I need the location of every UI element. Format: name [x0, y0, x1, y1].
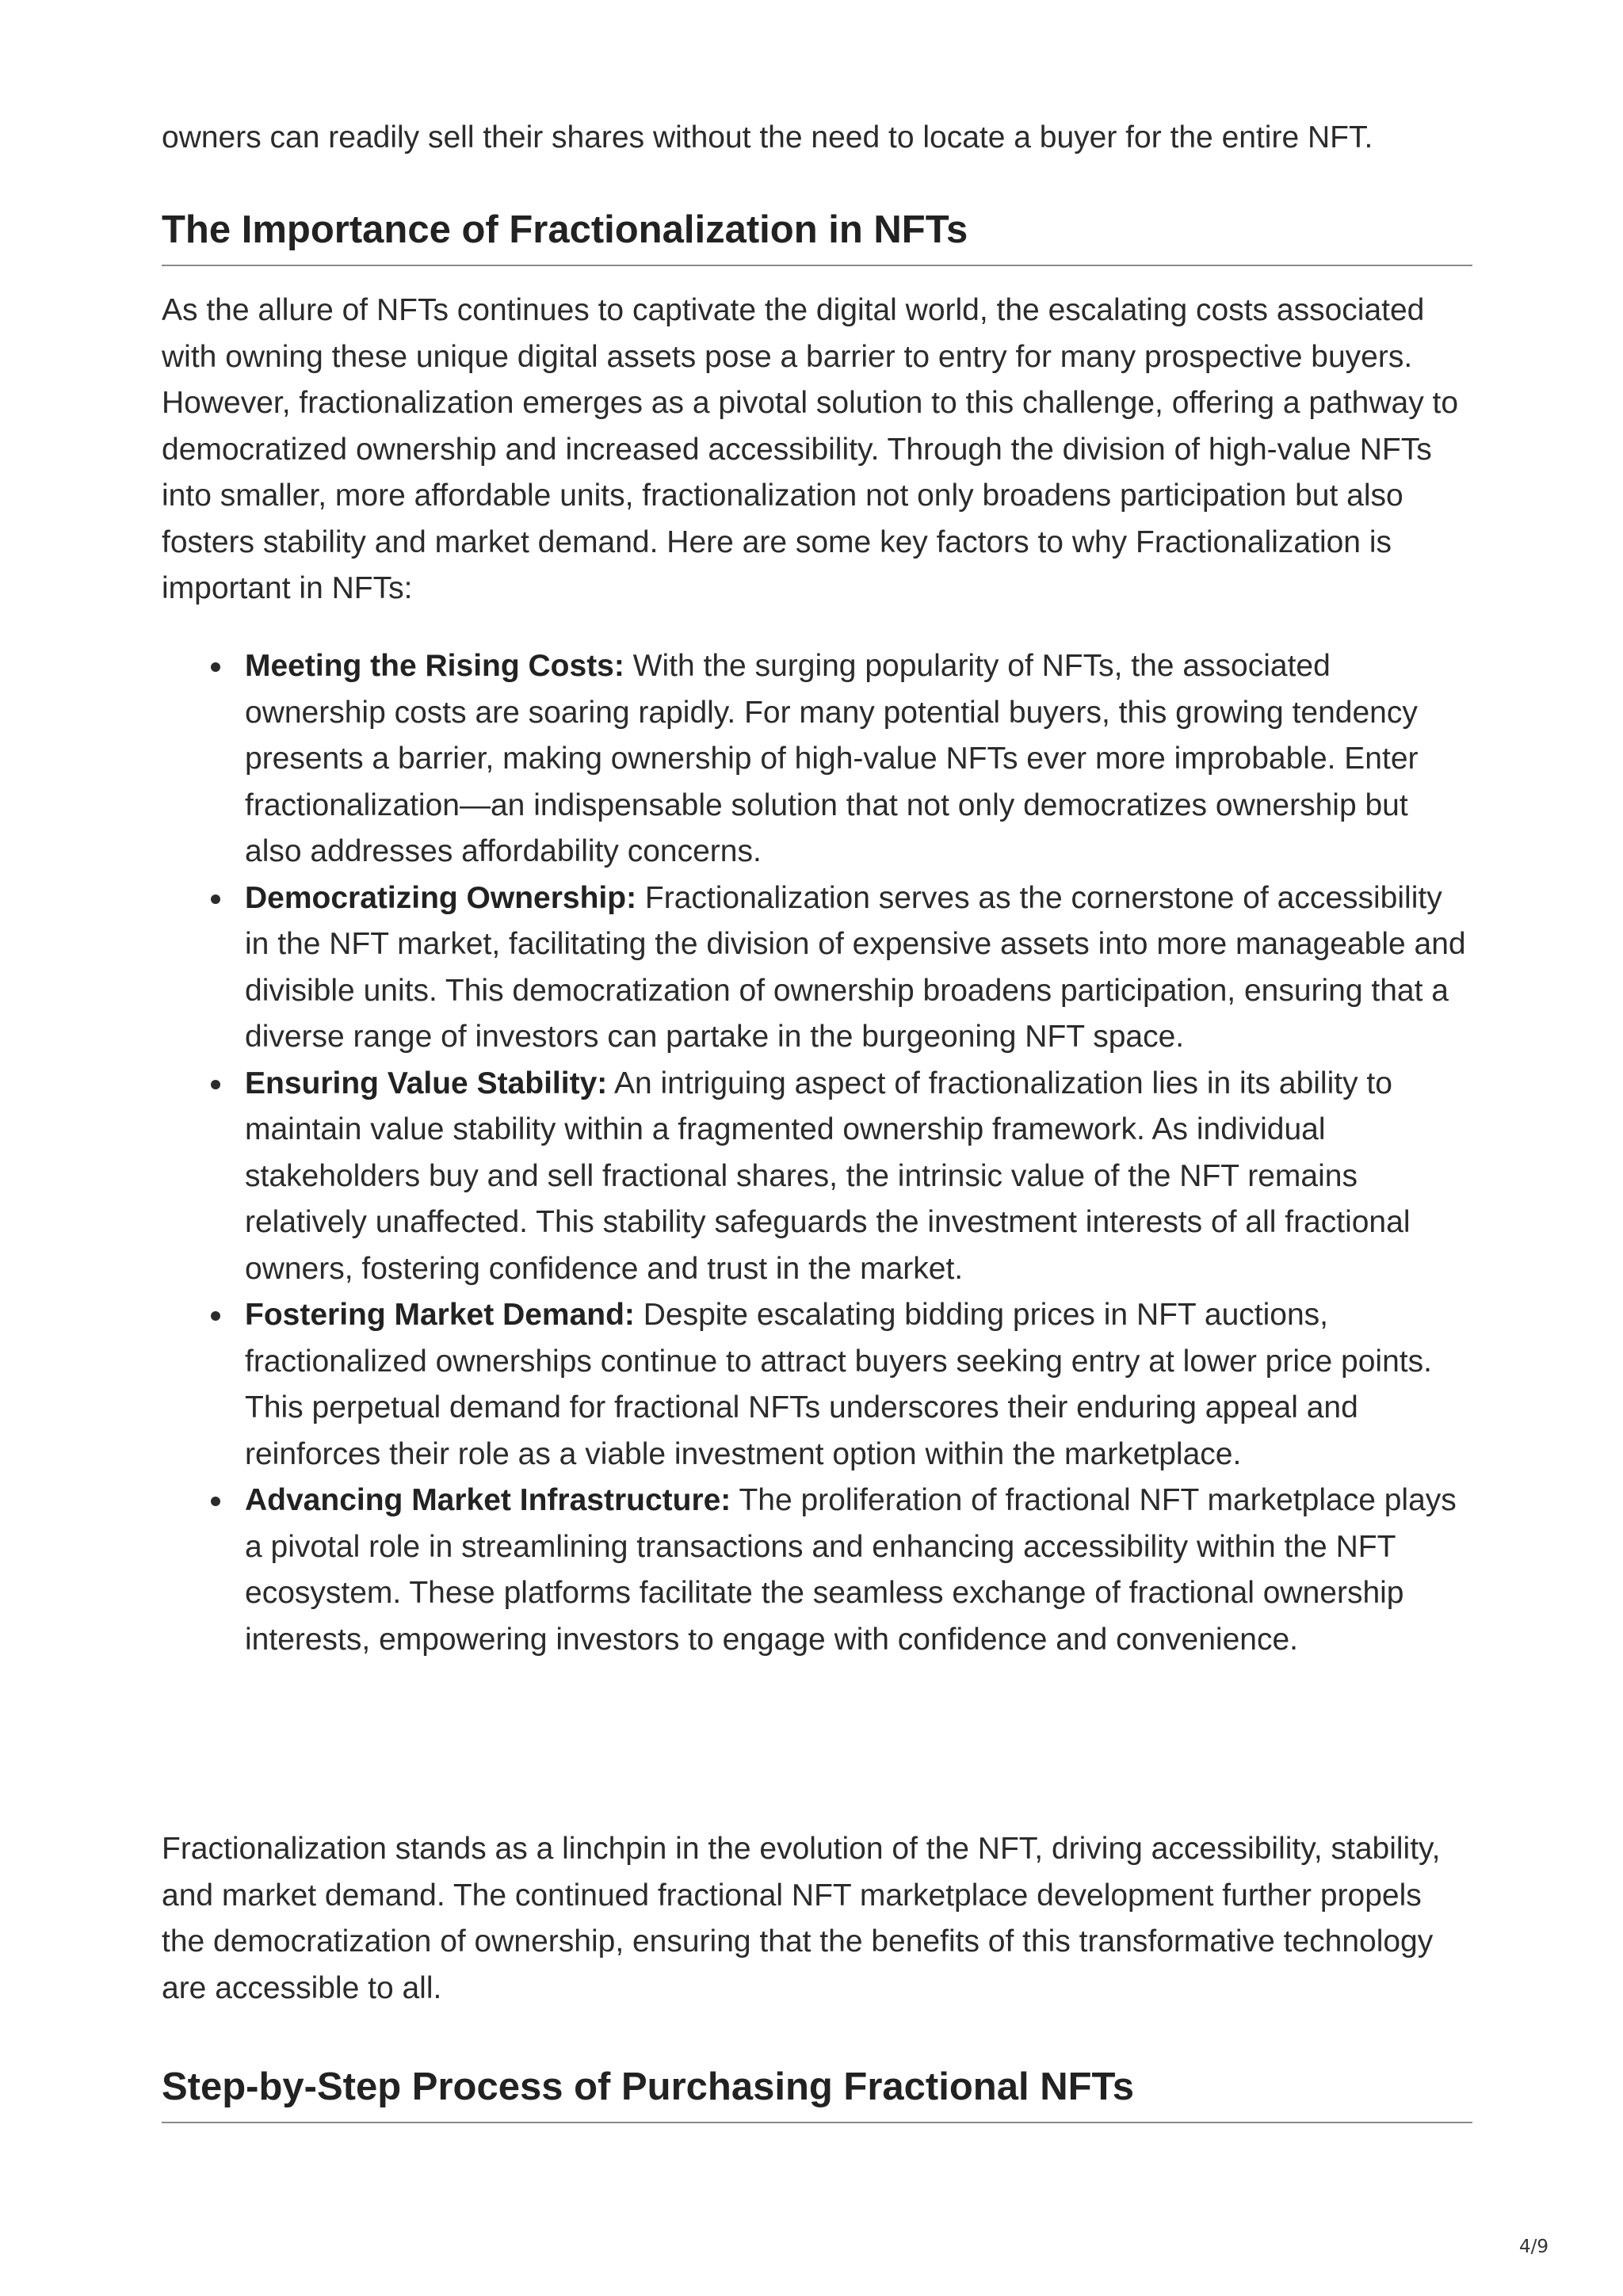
list-item-term: Meeting the Rising Costs: [245, 649, 624, 683]
closing-paragraph: Fractionalization stands as a linchpin in the evolution of the NFT, driving accessibility, stability, and market demand. The continued fractional NFT marketplace development further propels the democratization of ownership, ensuring that the benefits of this transformative technology are accessible to all. [162, 1832, 1441, 2005]
list-item-term: Advancing Market Infrastructure: [245, 1483, 731, 1517]
list-item [162, 643, 1472, 875]
section-heading: The Importance of Fractionalization in NFTs [162, 206, 1472, 266]
list-item [162, 875, 1472, 1061]
list-item-text: Despite escalating bidding prices in NFT auctions, fractionalized ownerships continue to attract buyers seeking entry at lower price points. This perpetual demand for fractional NFTs underscores their enduring appeal and reinforces their role as a viable investment option within the marketplace. [245, 1298, 1432, 1471]
list-item-term: Fostering Market Demand: [245, 1298, 635, 1332]
bullet-icon [211, 1311, 220, 1321]
list-item-text: An intriguing aspect of fractionalization lies in its ability to maintain value stability within a fragmented ownership framework. As individual stakeholders buy and sell fractional shares, the intrinsic value of the NFT remains relatively unaffected. This stability safeguards the investment interests of all fractional owners, fostering confidence and trust in the market. [245, 1066, 1411, 1286]
list-item-text: The proliferation of fractional NFT marketplace plays a pivotal role in streamlining transactions and enhancing accessibility within the NFT ecosystem. These platforms facilitate the seamless exchange of fractional ownership interests, empowering investors to engage with confidence and convenience. [245, 1483, 1457, 1657]
lead-paragraph: owners can readily sell their shares without the need to locate a buyer for the entire NFT. [162, 120, 1373, 154]
next-section-heading: Step-by-Step Process of Purchasing Fractional NFTs [162, 2063, 1472, 2123]
list-item-text: With the surging popularity of NFTs, the associated ownership costs are soaring rapidly. For many potential buyers, this growing tendency presents a barrier, making ownership of high-value NFTs ever more improbable. Enter fractionalization—an indispensable solution that not only democratizes ownership but also addresses affordability concerns. [245, 649, 1419, 868]
list-item [162, 1061, 1472, 1293]
intro-paragraph: As the allure of NFTs continues to captivate the digital world, the escalating costs associated with owning these unique digital assets pose a barrier to entry for many prospective buyers. However, fractionalization emerges as a pivotal solution to this challenge, offering a pathway to democratized ownership and increased accessibility. Through the division of high-value NFTs into smaller, more affordable units, fractionalization not only broadens participation but also fosters stability and market demand. Here are some key factors to why Fractionalization is important in NFTs: [162, 293, 1459, 605]
bullet-icon [211, 1080, 220, 1089]
list-item [162, 1478, 1472, 1663]
list-item-term: Ensuring Value Stability: [245, 1066, 608, 1100]
key-factors-list [162, 643, 1472, 1663]
page-number: 4/9 [1518, 2237, 1549, 2257]
list-item-text: Fractionalization serves as the cornerstone of accessibility in the NFT market, facilitating the division of expensive assets into more manageable and divisible units. This democratization of ownership broadens participation, ensuring that a diverse range of investors can partake in the burgeoning NFT space. [245, 880, 1466, 1054]
list-item [162, 1292, 1472, 1478]
list-item-term: Democratizing Ownership: [245, 880, 637, 915]
bullet-icon [211, 894, 220, 904]
bullet-icon [211, 1497, 220, 1506]
bullet-icon [211, 662, 220, 672]
